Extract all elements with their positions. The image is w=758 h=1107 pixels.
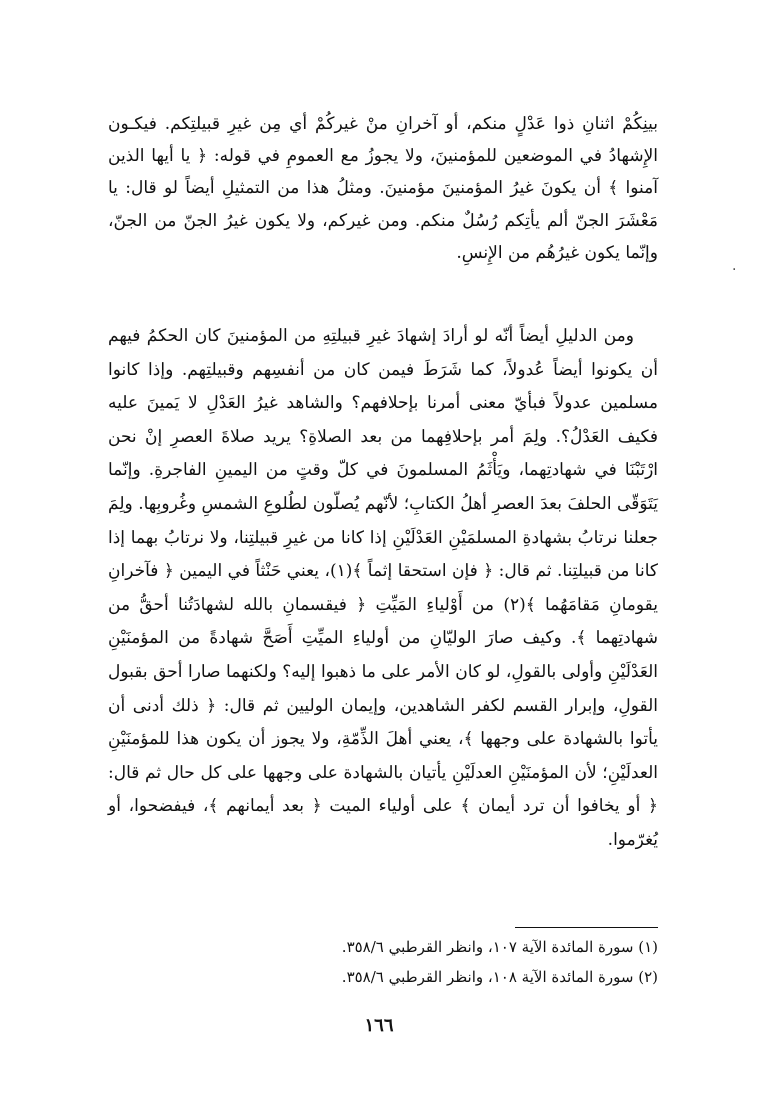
footnotes [290,932,658,992]
footnote-2: (٢) سورة المائدة الآية ١٠٨، وانظر القرطبي ٣٥٨/٦. [341,968,658,986]
paragraph-1-text: بينِكُمْ اثنانِ ذوا عَدْلٍ منكم، أو آخرانِ منْ غيركُمْ أي مِن غيرِ قبيلتِكم. فيكـون الإِشهادُ في الموضعين للمؤمنينَ، ولا يجوزُ مع العمومِ في قوله: ﴿ يا أيها الذين آمنوا ﴾ أن يكونَ غيرُ المؤمنينَ مؤمنينَ. ومثلُ هذا من التمثيلِ أيضاً لو قال: يا مَعْشَرَ الجنّ ألم يأتِكم رُسُلٌ منكم. ومن غيركم، ولا يكون غيرُ الجنّ من الجنّ، وإنّما يكون غيرُهُم من الإِنسِ. [108,114,658,263]
footnote-1: (١) سورة المائدة الآية ١٠٧، وانظر القرطبي ٣٥٨/٦. [341,938,658,956]
footnote-divider [515,927,658,928]
margin-dot: · [732,262,737,278]
paragraph-2 [108,320,658,858]
paragraph-1 [108,108,658,269]
page-number: ١٦٦ [364,1015,394,1036]
paragraph-2-text: ومن الدليلِ أيضاً أنّه لو أرادَ إشهادَ غيرِ قبيلتِهِ من المؤمنينَ كان الحكمُ فيهم أن يكونوا أيضاً عُدولاً، كما شَرَطَ فيمن كان من أنفسِهم وقبيلتِهم. وإذا كانوا مسلمين عدولاً فبأيّ معنى أمرنا بإحلافهم؟ والشاهد غيرُ العَدْلِ لا يَمينَ عليه فكيف العَدْلُ؟. ولِمَ أمر بإحلافِهما من بعد الصلاةِ؟ يريد صلاةَ العصرِ إنْ نحن ارْتَبْنَا في شهادتِهما، ويَأْثَمُ المسلمونَ في كلّ وقتٍ من اليمينِ الفاجرةِ. وإنّما يَتَوَقّى الحلفَ بعدَ العصرِ أهلُ الكتابِ؛ لأنّهم يُصلّون لطُلوعِ الشمسِ وغُروبِها. ولِمَ جعلنا نرتابُ بشهادةِ المسلمَيْنِ العَدْلَيْنِ إذا كانا من غيرِ قبيلتِنا، ولا نرتابُ بهما إذا كانا من قبيلتِنا. ثم قال: ﴿ فإن استحقا إثماً ﴾(١)، يعني حَنْثاً في اليمين ﴿ فآخرانِ يقومانِ مَقامَهُما ﴾(٢) من أَوْلياءِ المَيِّتِ ﴿ فيقسمانِ بالله لشهادَتُنا أحقُّ من شهادتِهما ﴾. وكيف صارَ الوليّانِ من أولياءِ الميِّتِ أَصَحَّ شهادةً من المؤمنَيْنِ العَدْلَيْنِ وأولى بالقولِ، لو كان الأمر على ما ذهبوا إليه؟ ولكنهما صارا أحق بقبول القولِ، وإبرار القسم لكفر الشاهدين، وإيمان الوليين ثم قال: ﴿ ذلك أدنى أن يأتوا بالشهادة على وجهها ﴾، يعني أهلَ الذِّمّةِ، ولا يجوز أن يكون هذا للمؤمنَيْنِ العدلَيْنِ؛ لأن المؤمنَيْنِ العدلَيْنِ يأتيان بالشهادة على وجهها على كل حال ثم قال: ﴿ أو يخافوا أن ترد أيمان ﴾ على أولياء الميت ﴿ بعد أيمانهم ﴾، فيفضحوا، أو يُغرّموا. [108,326,658,850]
